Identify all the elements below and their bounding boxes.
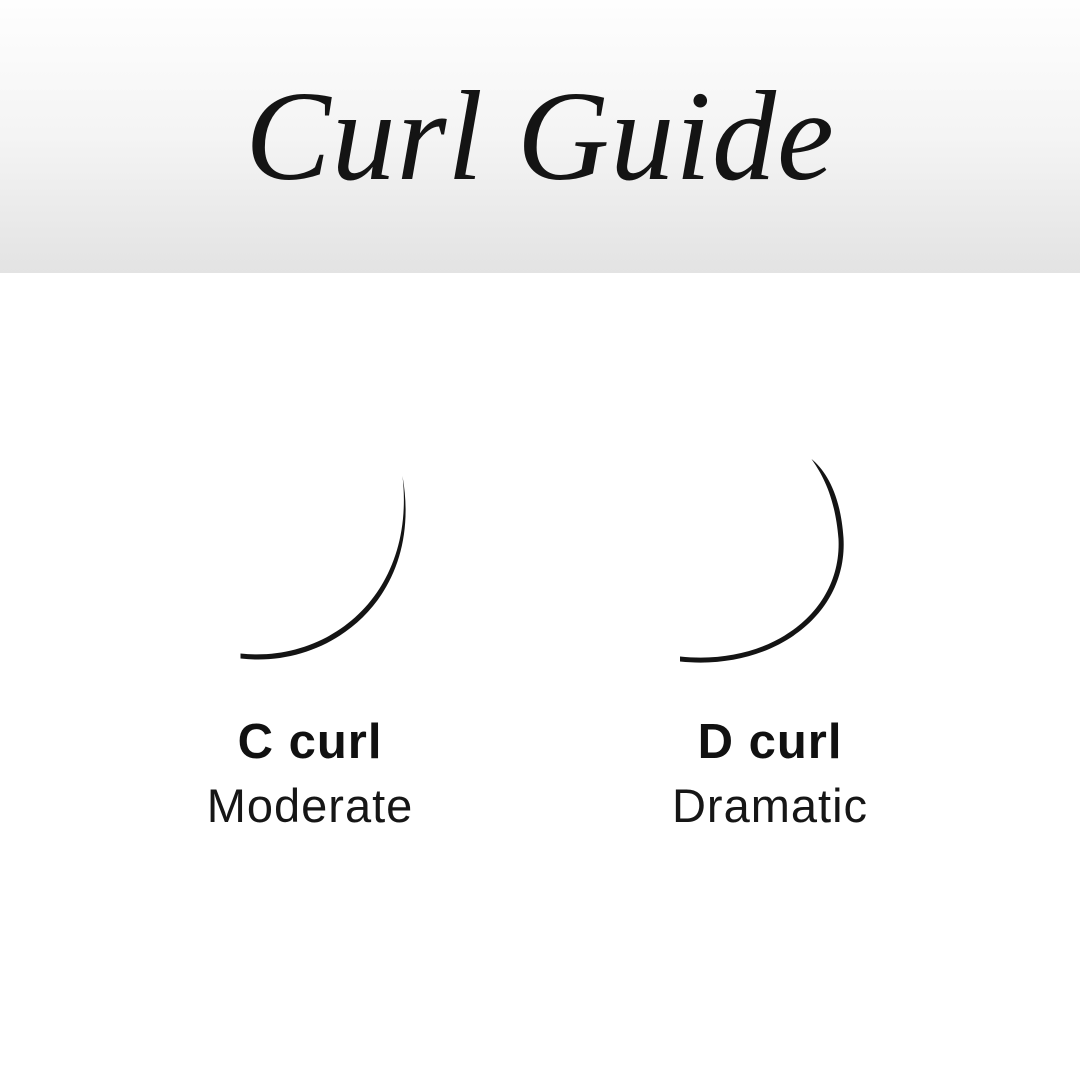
c-curl-lash-curve	[241, 476, 406, 660]
curl-name-d: D curl	[697, 715, 843, 769]
c-curl-lash-illustration	[210, 450, 410, 670]
d-curl-lash-illustration	[670, 450, 870, 670]
page-title: Curl Guide	[245, 65, 835, 207]
header-band	[0, 0, 1080, 273]
curl-description-c: Moderate	[206, 778, 414, 832]
d-curl-lash-curve	[680, 459, 844, 663]
curl-name-c: C curl	[237, 715, 383, 769]
curl-column-d	[540, 450, 1000, 833]
curl-columns	[0, 450, 1080, 833]
curl-description-d: Dramatic	[671, 778, 869, 832]
curl-column-c	[80, 450, 540, 833]
